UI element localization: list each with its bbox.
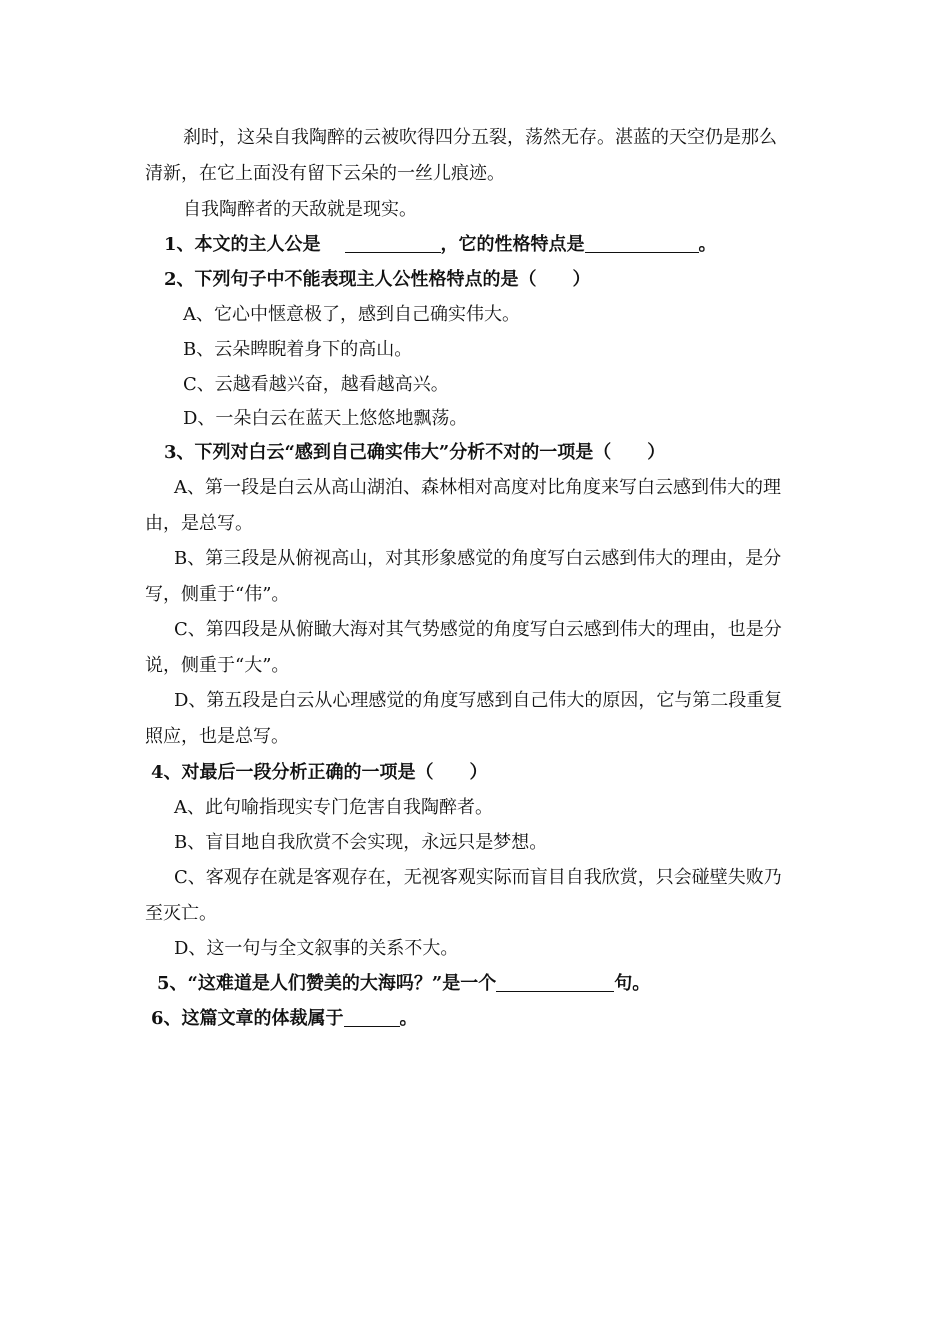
q1-prefix: 1、本文的主人公是 <box>164 234 321 255</box>
q3-option-a-line-2: 由，是总写。 <box>145 513 253 534</box>
question-5 <box>157 972 650 996</box>
q3-option-a-line-1: A、第一段是白云从高山湖泊、森林相对高度对比角度来写白云感到伟大的理 <box>174 477 781 498</box>
q4-option-c-line-1: C、客观存在就是客观存在，无视客观实际而盲目自我欣赏，只会碰壁失败乃 <box>174 867 782 888</box>
question-2-stem: 2、下列句子中不能表现主人公性格特点的是（ ） <box>164 269 591 290</box>
q2-option-c: C、云越看越兴奋，越看越高兴。 <box>183 374 449 395</box>
q3-option-b-line-1: B、第三段是从俯视高山，对其形象感觉的角度写白云感到伟大的理由，是分 <box>174 548 782 569</box>
question-3-stem: 3、下列对白云“感到自己确实伟大”分析不对的一项是（ ） <box>164 442 666 463</box>
question-4-stem: 4、对最后一段分析正确的一项是（ ） <box>151 762 488 783</box>
q1-blank-protagonist[interactable] <box>345 234 441 253</box>
question-1 <box>164 233 717 257</box>
q5-suffix: 句。 <box>614 973 651 994</box>
question-6 <box>151 1007 418 1031</box>
q3-option-d-line-1: D、第五段是白云从心理感觉的角度写感到自己伟大的原因，它与第二段重复 <box>174 690 783 711</box>
q2-option-b: B、云朵睥睨着身下的高山。 <box>183 339 413 360</box>
q3-option-c-line-2: 说，侧重于“大”。 <box>145 655 290 676</box>
q4-option-a: A、此句喻指现实专门危害自我陶醉者。 <box>174 797 493 818</box>
q1-suffix: 。 <box>698 234 717 255</box>
q5-prefix: 5、“这难道是人们赞美的大海吗？”是一个 <box>157 973 497 994</box>
q4-option-c-line-2: 至灭亡。 <box>145 903 217 924</box>
q5-blank-sentence-type[interactable] <box>496 973 614 992</box>
q1-blank-trait[interactable] <box>585 234 699 253</box>
q1-middle: ，它的性格特点是 <box>440 234 585 255</box>
intro-paragraph-line-2: 清新，在它上面没有留下云朵的一丝儿痕迹。 <box>145 163 505 184</box>
q3-option-c-line-1: C、第四段是从俯瞰大海对其气势感觉的角度写白云感到伟大的理由，也是分 <box>174 619 782 640</box>
q6-blank-genre[interactable] <box>344 1008 400 1027</box>
q6-suffix: 。 <box>399 1008 418 1029</box>
q3-option-d-line-2: 照应，也是总写。 <box>145 726 289 747</box>
intro-conclusion: 自我陶醉者的天敌就是现实。 <box>183 199 417 220</box>
q6-prefix: 6、这篇文章的体裁属于 <box>151 1008 344 1029</box>
q3-option-b-line-2: 写，侧重于“伟”。 <box>145 584 290 605</box>
q4-option-d: D、这一句与全文叙事的关系不大。 <box>174 938 459 959</box>
q2-option-a: A、它心中惬意极了，感到自己确实伟大。 <box>183 304 520 325</box>
q4-option-b: B、盲目地自我欣赏不会实现，永远只是梦想。 <box>174 832 548 853</box>
intro-paragraph-line-1: 刹时，这朵自我陶醉的云被吹得四分五裂，荡然无存。湛蓝的天空仍是那么 <box>183 127 777 148</box>
q2-option-d: D、一朵白云在蓝天上悠悠地飘荡。 <box>183 408 468 429</box>
